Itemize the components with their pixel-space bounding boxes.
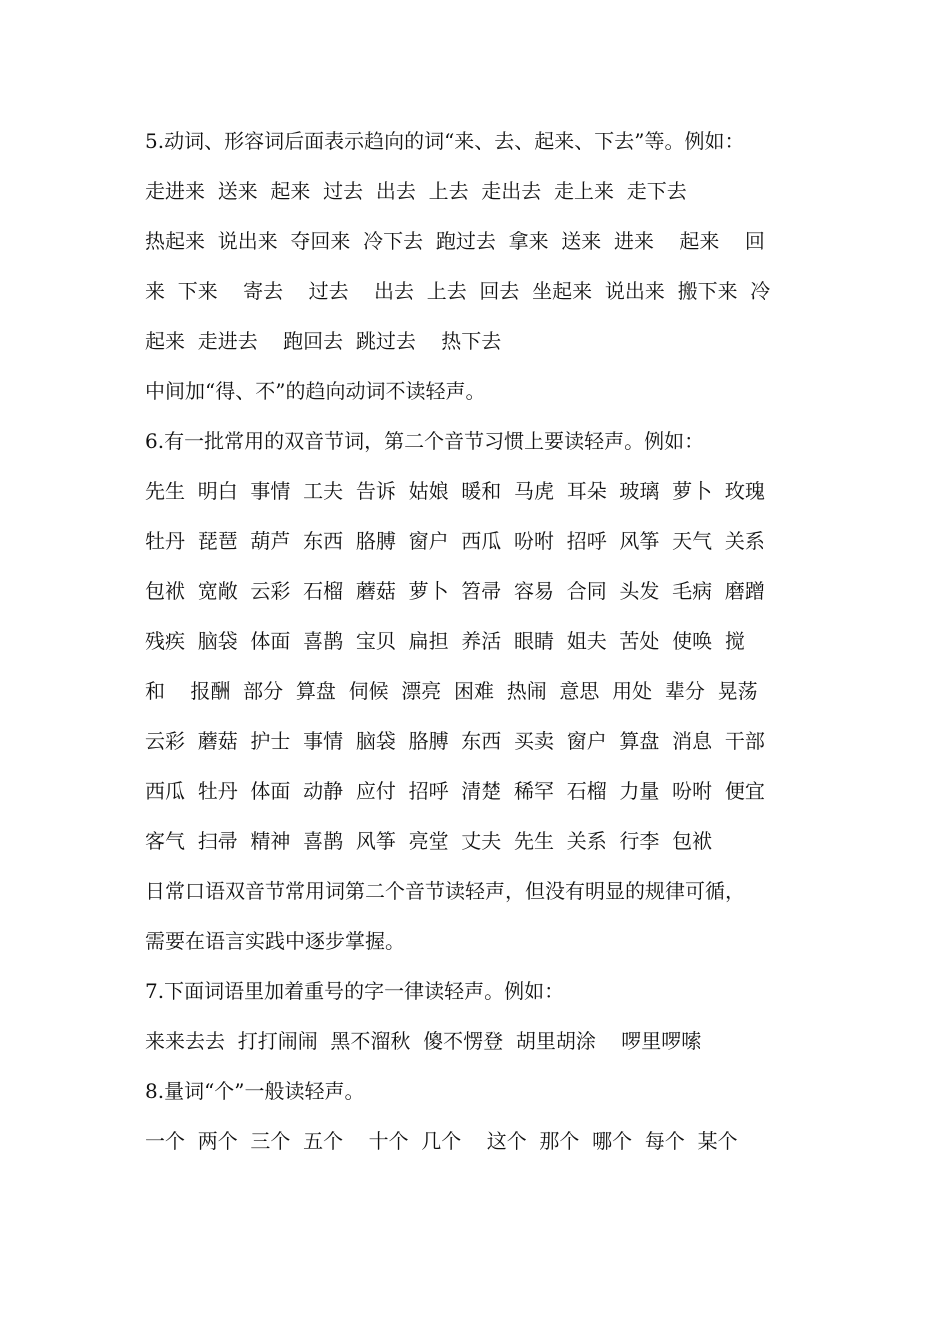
text-line: 和 报酬 部分 算盘 伺候 漂亮 困难 热闹 意思 用处 辈分 晃荡	[145, 679, 758, 703]
text-line: 来来去去 打打闹闹 黑不溜秋 傻不愣登 胡里胡涂 啰里啰嗦	[145, 1029, 702, 1053]
text-line: 包袱 宽敞 云彩 石榴 蘑菇 萝卜 笤帚 容易 合同 头发 毛病 磨蹭	[145, 579, 765, 603]
text-line: 残疾 脑袋 体面 喜鹊 宝贝 扁担 养活 眼睛 姐夫 苦处 使唤 搅	[145, 629, 745, 653]
section-7-heading: 7.下面词语里加着重号的字一律读轻声。例如：	[145, 979, 565, 1003]
text-line: 云彩 蘑菇 护士 事情 脑袋 胳膊 东西 买卖 窗户 算盘 消息 干部	[145, 729, 765, 753]
section-8-heading: 8.量词“个”一般读轻声。	[145, 1079, 365, 1103]
text-line: 牡丹 琵琶 葫芦 东西 胳膊 窗户 西瓜 吩咐 招呼 风筝 天气 关系	[145, 529, 765, 553]
section-6-heading: 6.有一批常用的双音节词，第二个音节习惯上要读轻声。例如：	[145, 429, 705, 453]
text-line: 一个 两个 三个 五个 十个 几个 这个 那个 哪个 每个 某个	[145, 1129, 738, 1153]
note-line: 中间加“得、不”的趋向动词不读轻声。	[145, 379, 486, 403]
note-line: 需要在语言实践中逐步掌握。	[145, 929, 405, 953]
text-line: 走进来 送来 起来 过去 出去 上去 走出去 走上来 走下去	[145, 179, 687, 203]
text-line: 西瓜 牡丹 体面 动静 应付 招呼 清楚 稀罕 石榴 力量 吩咐 便宜	[145, 779, 765, 803]
text-line: 先生 明白 事情 工夫 告诉 姑娘 暖和 马虎 耳朵 玻璃 萝卜 玫瑰	[145, 479, 765, 503]
text-line: 来 下来 寄去 过去 出去 上去 回去 坐起来 说出来 搬下来 冷	[145, 279, 771, 303]
text-line: 起来 走进去 跑回去 跳过去 热下去	[145, 329, 502, 353]
document-body	[145, 116, 805, 1166]
note-line: 日常口语双音节常用词第二个音节读轻声，但没有明显的规律可循，	[145, 879, 745, 903]
text-line: 客气 扫帚 精神 喜鹊 风筝 亮堂 丈夫 先生 关系 行李 包袱	[145, 829, 713, 853]
section-5-heading: 5.动词、形容词后面表示趋向的词“来、去、起来、下去”等。例如：	[145, 129, 745, 153]
text-line: 热起来 说出来 夺回来 冷下去 跑过去 拿来 送来 进来 起来 回	[145, 229, 765, 253]
